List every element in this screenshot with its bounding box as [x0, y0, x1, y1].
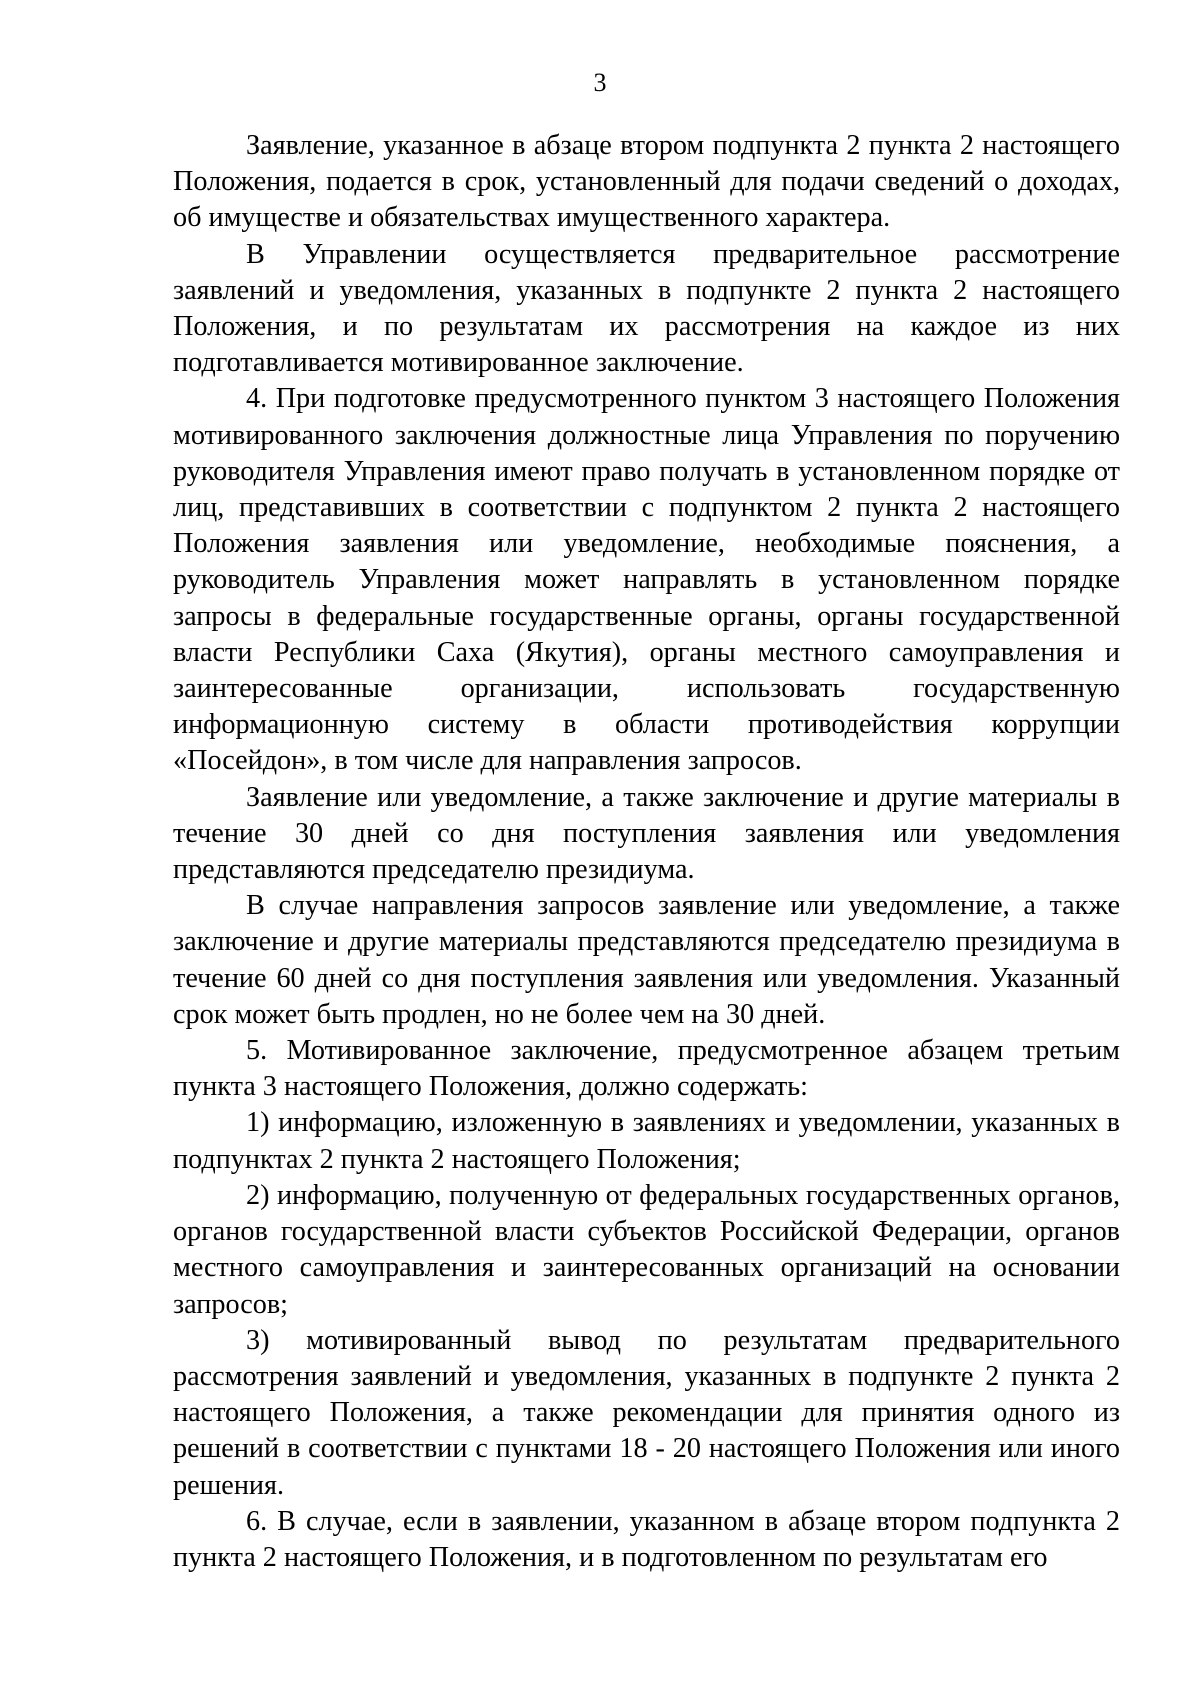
document-body [173, 128, 1120, 1576]
paragraph: В случае направления запросов заявление или уведомление, а также заключение и другие материалы представляются председателю президиума в течение 60 дней со дня поступления заявления или уведомления. Указанный срок может быть продлен, но не более чем на 30 дней. [173, 890, 1120, 1030]
paragraph: 1) информацию, изложенную в заявлениях и уведомлении, указанных в подпунктах 2 пункта 2 настоящего Положения; [173, 1107, 1120, 1175]
paragraph: 2) информацию, полученную от федеральных государственных органов, органов государственной власти субъектов Российской Федерации, органов местного самоуправления и заинтересованных организаций на основании запросов; [173, 1179, 1120, 1320]
paragraph: 3) мотивированный вывод по результатам предварительного рассмотрения заявлений и уведомления, указанных в подпункте 2 пункта 2 настоящего Положения, а также рекомендации для принятия одного из решений в соответствии с пунктами 18 - 20 настоящего Положения или иного решения. [173, 1324, 1120, 1501]
paragraph: Заявление, указанное в абзаце втором подпункта 2 пункта 2 настоящего Положения, подается в срок, установленный для подачи сведений о доходах, об имуществе и обязательствах имущественного характера. [173, 130, 1120, 234]
page-number: 3 [593, 68, 607, 97]
paragraph: 5. Мотивированное заключение, предусмотренное абзацем третьим пункта 3 настоящего Положения, должно содержать: [173, 1035, 1120, 1103]
paragraph: 6. В случае, если в заявлении, указанном в абзаце втором подпункта 2 пункта 2 настоящего Положения, и в подготовленном по результатам его [173, 1505, 1120, 1573]
paragraph: В Управлении осуществляется предварительное рассмотрение заявлений и уведомления, указанных в подпункте 2 пункта 2 настоящего Положения, и по результатам их рассмотрения на каждое из них подготавливается мотивированное заключение. [173, 238, 1120, 379]
paragraph: Заявление или уведомление, а также заключение и другие материалы в течение 30 дней со дня поступления заявления или уведомления представляются председателю президиума. [173, 781, 1120, 886]
paragraph: 4. При подготовке предусмотренного пунктом 3 настоящего Положения мотивированного заключения должностные лица Управления по поручению руководителя Управления имеют право получать в установленном порядке от лиц, представивших в соответствии с подпунктом 2 пункта 2 настоящего Положения заявления или уведомление, необходимые пояснения, а руководитель Управления может направлять в установленном порядке запросы в федеральные государственные органы, органы государственной власти Республики Саха (Якутия), органы местного самоуправления и заинтересованные организации, использовать государственную информационную систему в области противодействия коррупции «Посейдон», в том числе для направления запросов. [173, 383, 1120, 777]
